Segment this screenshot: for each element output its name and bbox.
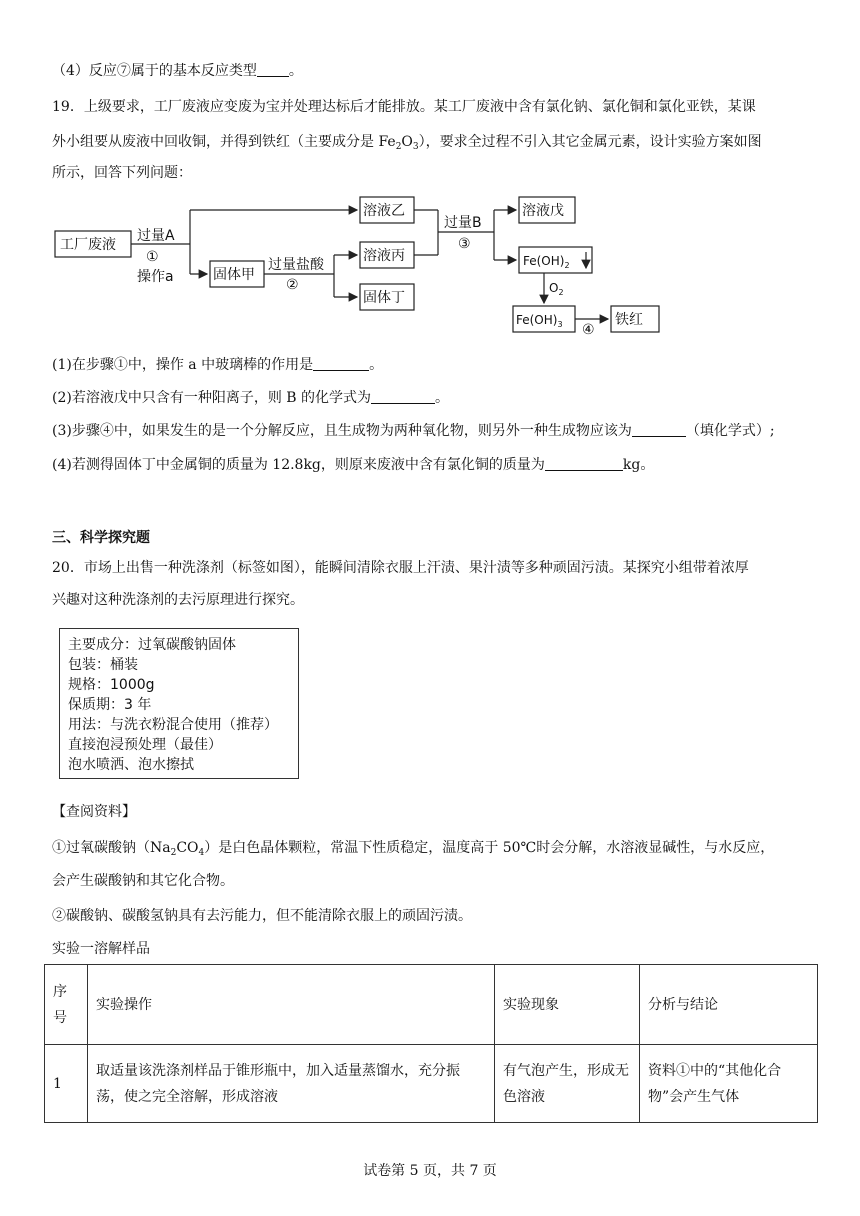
- section-title: 三、科学探究题: [52, 530, 150, 546]
- label-sol-wu: 溶液戊: [522, 203, 564, 219]
- table-row: [45, 1045, 818, 1123]
- label-tiehong: 铁红: [615, 312, 643, 328]
- label-line: 直接泡浸预处理（最佳）: [68, 737, 222, 753]
- label-step1: ①: [146, 249, 159, 265]
- q19-sub3: (3)步骤④中，如果发生的是一个分解反应，且生成物为两种氧化物，则另外一种生成物应该为 （填化学式）;: [52, 420, 775, 441]
- info-title: 【查阅资料】: [52, 804, 136, 820]
- label-sol-yi: 溶液乙: [363, 203, 405, 219]
- answer-blank[interactable]: [632, 420, 686, 437]
- info-1: ①过氧碳酸钠$(Na_2CO_4)$是白色晶体颗粒，常温下性质稳定，温度高于 50℃时会分解，水溶液显碱性，与水反应，: [52, 840, 775, 858]
- label-step2: ②: [286, 277, 299, 293]
- q19-line3: 所示，回答下列问题：: [52, 165, 192, 181]
- label-o2: $O_2$: [549, 281, 564, 297]
- q19-line1: 19．上级要求，工厂废液应变废为宝并处理达标后才能排放。某工厂废液中含有氯化钠、氯化铜和氯化亚铁，某课: [52, 99, 756, 115]
- label-feoh2: $Fe(OH)_2$: [523, 254, 570, 270]
- table-cell: 有气泡产生，形成无色溶液: [495, 1045, 640, 1123]
- q19-sub1: (1)在步骤①中，操作 a 中玻璃棒的作用是 。: [52, 354, 383, 375]
- table-cell: 资料①中的“其他化合物”会产生气体: [640, 1045, 818, 1123]
- page-footer: 试卷第 5 页，共 7 页: [363, 1163, 497, 1179]
- exp-title: 实验一溶解样品: [52, 941, 150, 957]
- label-line: 泡水喷洒、泡水擦拭: [68, 757, 194, 773]
- table-cell: 取适量该洗涤剂样品于锥形瓶中，加入适量蒸馏水，充分振荡，使之完全溶解，形成溶液: [88, 1045, 495, 1123]
- header-cell: 序号: [45, 965, 88, 1045]
- table-cell: 1: [45, 1045, 88, 1123]
- label-sol-bing: 溶液丙: [363, 248, 405, 264]
- answer-blank[interactable]: [545, 454, 623, 471]
- header-cell: 实验操作: [88, 965, 495, 1045]
- label-excess-hcl: 过量盐酸: [268, 257, 324, 273]
- label-step3: ③: [458, 236, 471, 252]
- info-2: ②碳酸钠、碳酸氢钠具有去污能力，但不能清除衣服上的顽固污渍。: [52, 908, 472, 924]
- label-feoh3: $Fe(OH)_3$: [516, 313, 563, 329]
- label-solid-jia: 固体甲: [213, 267, 255, 283]
- header-cell: 分析与结论: [640, 965, 818, 1045]
- label-line: 主要成分：过氧碳酸钠固体: [68, 637, 236, 653]
- process-flowchart: [0, 190, 860, 340]
- label-step4: ④: [582, 322, 595, 338]
- label-line: 包装：桶装: [68, 657, 138, 673]
- q20-line2: 兴趣对这种洗涤剂的去污原理进行探究。: [52, 592, 304, 608]
- answer-blank[interactable]: [371, 387, 435, 404]
- label-line: 保质期：3 年: [68, 697, 152, 713]
- q20-line1: 20．市场上出售一种洗涤剂（标签如图），能瞬间清除衣服上汗渍、果汁渍等多种顽固污渍。某探究小组带着浓厚: [52, 560, 749, 576]
- q19-line2: 外小组要从废液中回收铜，并得到铁红（主要成分是 $Fe_2O_3$），要求全过程不引入其它金属元素，设计实验方案如图: [52, 134, 762, 152]
- label-excess-a: 过量A: [137, 228, 175, 244]
- product-label: [59, 628, 299, 779]
- info-1-cont: 会产生碳酸钠和其它化合物。: [52, 873, 234, 889]
- label-waste: 工厂废液: [60, 237, 116, 253]
- header-cell: 实验现象: [495, 965, 640, 1045]
- q18-part4: （4）反应⑦属于的基本反应类型 。: [52, 60, 303, 81]
- label-solid-ding: 固体丁: [363, 290, 405, 306]
- label-op-a: 操作a: [137, 269, 174, 285]
- answer-blank[interactable]: [257, 60, 289, 77]
- label-line: 用法：与洗衣粉混合使用（推荐）: [68, 717, 278, 733]
- answer-blank[interactable]: [313, 354, 369, 371]
- q19-sub4: (4)若测得固体丁中金属铜的质量为 12.8kg，则原来废液中含有氯化铜的质量为 kg。: [52, 454, 654, 475]
- q19-sub2: (2)若溶液戊中只含有一种阳离子，则 B 的化学式为 。: [52, 387, 449, 408]
- label-line: 规格：1000g: [68, 677, 155, 693]
- label-excess-b: 过量B: [444, 215, 482, 231]
- table-header-row: [45, 965, 818, 1045]
- experiment-table: [44, 964, 818, 1123]
